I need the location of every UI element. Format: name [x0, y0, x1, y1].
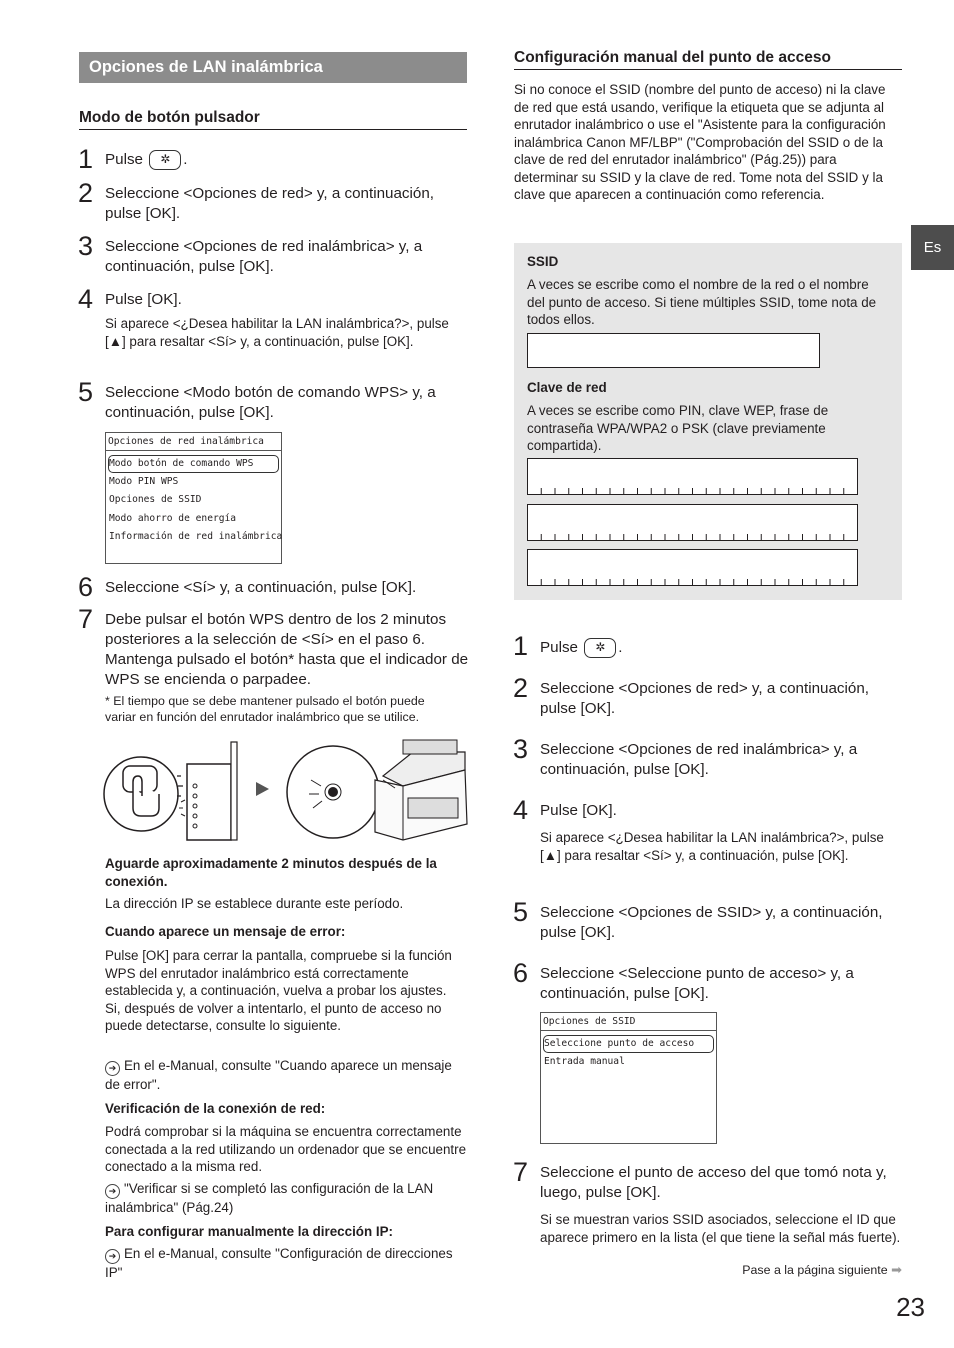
reference-arrow-icon: ➔ — [105, 1249, 120, 1264]
right-step-7: Seleccione el punto de acceso del que tomó nota y, luego, pulse [OK]. — [540, 1164, 887, 1201]
error-title: Cuando aparece un mensaje de error: — [105, 924, 346, 939]
lcd-item: Modo botón de comando WPS — [109, 458, 254, 469]
step-1 — [105, 150, 465, 170]
printer-icon — [375, 740, 467, 840]
step-number: 4 — [513, 795, 529, 825]
lcd-item: Información de red inalámbrica — [109, 531, 283, 542]
ip-title: Para configurar manualmente la dirección IP: — [105, 1224, 393, 1239]
step-number: 6 — [513, 958, 529, 988]
step-7: Debe pulsar el botón WPS dentro de los 2 minutos posteriores a la selección de <Sí> en el paso 6. Mantenga pulsado el botón* hasta que el indicador de WPS se encienda o parpadee. — [105, 611, 469, 688]
step-after: . — [183, 151, 188, 169]
error-reference — [105, 1057, 465, 1094]
wait-title: Aguarde aproximadamente 2 minutos después de la conexión. — [105, 856, 437, 889]
menu-button-icon: ✲ — [584, 638, 616, 658]
network-key-write-fields — [527, 458, 859, 588]
language-tab: Es — [911, 225, 954, 270]
right-step-4: Pulse [OK]. — [540, 802, 617, 819]
step-4-note: Si aparece <¿Desea habilitar la LAN inalámbrica?>, pulse [▲] para resaltar <Sí> y, a continuación, pulse [OK]. — [105, 316, 449, 349]
step-3: Seleccione <Opciones de red inalámbrica> y, a continuación, pulse [OK]. — [105, 238, 423, 275]
router-icon — [179, 742, 237, 840]
step-7-footnote: * El tiempo que se debe mantener pulsado el botón puede variar en función del enrutador inalámbrico que se utilice. — [105, 694, 425, 724]
step-number: 1 — [513, 631, 529, 661]
ssid-text: A veces se escribe como el nombre de la red o el nombre del punto de acceso. Si tiene múltiples SSID, tome nota de todos ellos. — [527, 277, 877, 327]
lcd-item: Opciones de SSID — [109, 494, 202, 505]
lcd-item: Modo PIN WPS — [109, 476, 179, 487]
right-step-7-note: Si se muestran varios SSID asociados, seleccione el ID que aparece primero en la lista (el que tiene la señal más fuerte). — [540, 1212, 901, 1245]
step-number: 1 — [78, 144, 94, 174]
step-number: 7 — [78, 604, 94, 634]
ip-reference-text: En el e-Manual, consulte "Configuración de direcciones IP" — [105, 1246, 453, 1280]
hand-press-icon — [104, 757, 183, 831]
reference-arrow-icon: ➔ — [105, 1184, 120, 1199]
lcd-title: Opciones de SSID — [543, 1016, 636, 1027]
subhead-push-button: Modo de botón pulsador — [79, 109, 467, 130]
wps-illustration — [103, 736, 469, 844]
right-step-6: Seleccione <Seleccione punto de acceso> y, a continuación, pulse [OK]. — [540, 965, 854, 1002]
subhead-manual-access-point: Configuración manual del punto de acceso — [514, 49, 902, 70]
ssid-title: SSID — [527, 254, 559, 269]
step-number: 3 — [78, 231, 94, 261]
right-step-4-note: Si aparece <¿Desea habilitar la LAN inalámbrica?>, pulse [▲] para resaltar <Sí> y, a continuación, pulse [OK]. — [540, 830, 884, 863]
step-number: 5 — [513, 897, 529, 927]
intro-text: Si no conoce el SSID (nombre del punto de acceso) ni la clave de red que está usando, verifique la etiqueta que se adjunta al enrutador inalámbrico o use el "Asistente para la configuración inalámbrica Canon MF/LBP" ("Comprobación del SSID o de la clave de red del enrutador inalámbrico" (Pág.25)) para determinar su SSID y la clave de red. Tome nota del SSID y la clave que aparecen a continuación como referencia. — [514, 82, 886, 202]
lcd-wireless-options — [105, 432, 282, 564]
lcd-item: Modo ahorro de energía — [109, 513, 237, 524]
arrow-right-icon — [256, 782, 269, 796]
error-text: Pulse [OK] para cerrar la pantalla, compruebe si la función WPS del enrutador inalámbrico está correctamente establecida y, a continuación, vuelva a probar los ajustes. Si, después de volver a intentarlo, el punto de acceso no puede detectarse, consulte lo siguiente. — [105, 948, 452, 1033]
step-after: . — [618, 639, 623, 657]
right-step-1 — [540, 638, 900, 658]
lcd-item: Entrada manual — [544, 1056, 625, 1067]
next-page-text: Pase a la página siguiente — [742, 1263, 888, 1277]
verify-text: Podrá comprobar si la máquina se encuentra correctamente conectada a la red utilizando un ordenador que se encuentre conectado a la misma red. — [105, 1124, 467, 1174]
wps-indicator-icon — [287, 746, 379, 838]
step-number: 3 — [513, 734, 529, 764]
reference-arrow-icon: ➔ — [105, 1061, 120, 1076]
menu-button-icon: ✲ — [149, 150, 181, 170]
section-banner: Opciones de LAN inalámbrica — [79, 52, 467, 83]
step-6: Seleccione <Sí> y, a continuación, pulse [OK]. — [105, 579, 417, 596]
verify-reference — [105, 1180, 465, 1217]
step-number: 6 — [78, 572, 94, 602]
step-2: Seleccione <Opciones de red> y, a continuación, pulse [OK]. — [105, 185, 434, 222]
step-number: 2 — [513, 673, 529, 703]
step-text: Pulse — [105, 151, 143, 169]
step-number: 4 — [78, 284, 94, 314]
right-step-5: Seleccione <Opciones de SSID> y, a continuación, pulse [OK]. — [540, 904, 883, 941]
network-key-text: A veces se escribe como PIN, clave WEP, frase de contraseña WPA/WPA2 o PSK (clave previamente compartida). — [527, 403, 829, 453]
right-step-2: Seleccione <Opciones de red> y, a continuación, pulse [OK]. — [540, 680, 869, 717]
error-reference-text: En el e-Manual, consulte "Cuando aparece un mensaje de error". — [105, 1058, 452, 1092]
step-number: 2 — [78, 178, 94, 208]
verify-title: Verificación de la conexión de red: — [105, 1101, 326, 1116]
next-page-hint — [680, 1262, 902, 1278]
step-text: Pulse — [540, 639, 578, 657]
step-number: 5 — [78, 377, 94, 407]
right-step-3: Seleccione <Opciones de red inalámbrica> y, a continuación, pulse [OK]. — [540, 741, 858, 778]
lcd-title: Opciones de red inalámbrica — [108, 436, 264, 447]
verify-reference-text: "Verificar si se completó las configuración de la LAN inalámbrica" (Pág.24) — [105, 1181, 434, 1215]
step-number: 7 — [513, 1157, 529, 1187]
page-number: 23 — [896, 1292, 925, 1322]
network-key-title: Clave de red — [527, 380, 607, 395]
step-4: Pulse [OK]. — [105, 291, 182, 308]
lcd-item: Seleccione punto de acceso — [544, 1038, 695, 1049]
wait-text: La dirección IP se establece durante este período. — [105, 896, 404, 911]
lcd-ssid-options — [540, 1012, 717, 1144]
ssid-write-field — [527, 333, 820, 368]
step-5: Seleccione <Modo botón de comando WPS> y, a continuación, pulse [OK]. — [105, 384, 436, 421]
next-page-arrow-icon: ➡ — [891, 1262, 902, 1277]
ip-reference — [105, 1245, 467, 1282]
